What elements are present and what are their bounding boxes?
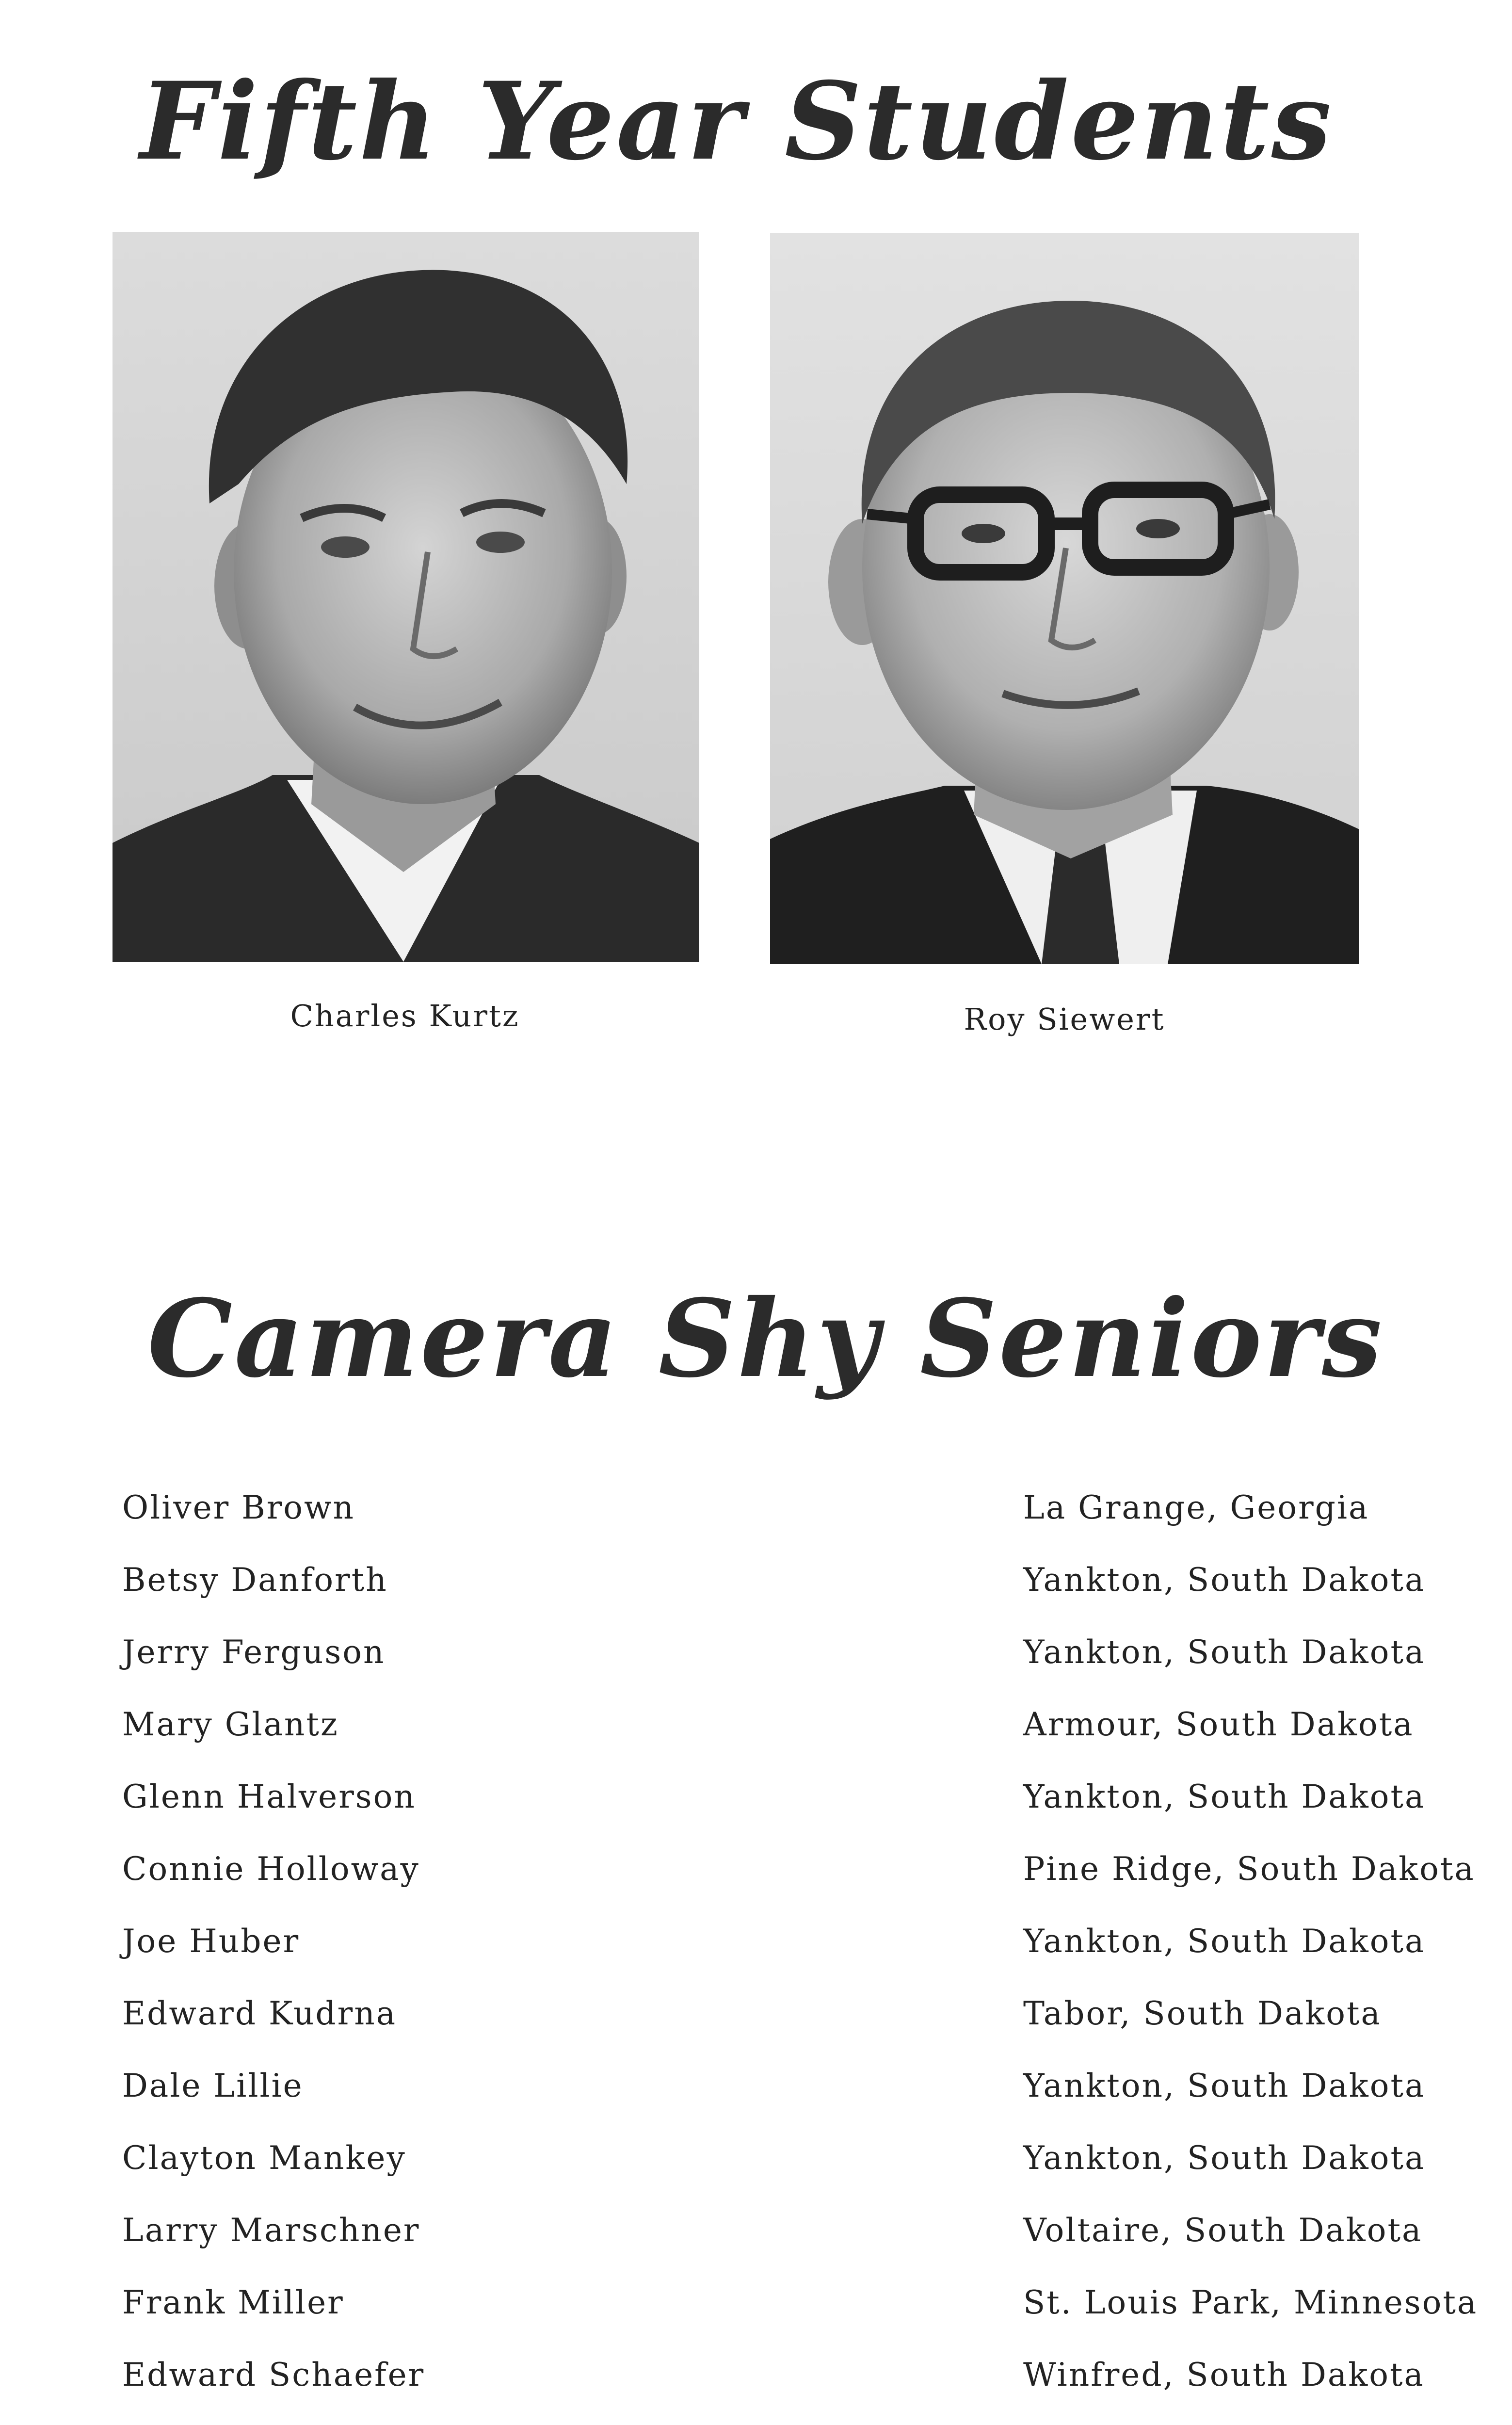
roster-row	[0, 2212, 1512, 2260]
roster-row	[0, 1923, 1512, 1971]
senior-name: Jerry Ferguson	[122, 1633, 386, 1671]
portrait-photo-kurtz	[113, 232, 699, 962]
senior-hometown: Yankton, South Dakota	[1023, 1561, 1426, 1599]
senior-name: Joe Huber	[122, 1923, 300, 1960]
senior-name: Edward Schaefer	[122, 2356, 425, 2393]
roster-row	[0, 1706, 1512, 1754]
fifth-year-heading: Fifth Year Students	[140, 58, 1334, 184]
senior-name: Glenn Halverson	[122, 1778, 416, 1815]
senior-hometown: Winfred, South Dakota	[1023, 2356, 1425, 2393]
roster-row	[0, 2284, 1512, 2332]
roster-row	[0, 1633, 1512, 1682]
senior-name: Clayton Mankey	[122, 2139, 406, 2177]
senior-name: Oliver Brown	[122, 1489, 355, 1526]
roster-row	[0, 1778, 1512, 1827]
senior-name: Edward Kudrna	[122, 1995, 397, 2032]
senior-hometown: Yankton, South Dakota	[1023, 1633, 1426, 1671]
senior-name: Betsy Danforth	[122, 1561, 388, 1599]
portrait-photo	[113, 232, 699, 962]
senior-name: Mary Glantz	[122, 1706, 339, 1743]
portrait-photo	[770, 233, 1359, 964]
senior-hometown: Voltaire, South Dakota	[1023, 2212, 1423, 2249]
portrait-caption: Charles Kurtz	[290, 998, 520, 1034]
roster-row	[0, 1561, 1512, 1610]
roster-row	[0, 2356, 1512, 2405]
camera-shy-heading: Camera Shy Seniors	[147, 1276, 1384, 1401]
senior-name: Frank Miller	[122, 2284, 344, 2321]
senior-hometown: Yankton, South Dakota	[1023, 1923, 1426, 1960]
roster-row	[0, 1489, 1512, 1537]
senior-hometown: La Grange, Georgia	[1023, 1489, 1369, 1526]
senior-name: Larry Marschner	[122, 2212, 420, 2249]
portrait-photo-siewert	[770, 233, 1359, 964]
roster-row	[0, 1850, 1512, 1899]
senior-hometown: Armour, South Dakota	[1023, 1706, 1414, 1743]
roster-row	[0, 1995, 1512, 2043]
senior-name: Connie Holloway	[122, 1850, 420, 1888]
senior-hometown: Yankton, South Dakota	[1023, 1778, 1426, 1815]
roster-row	[0, 2139, 1512, 2188]
senior-hometown: Yankton, South Dakota	[1023, 2139, 1426, 2177]
portrait-caption: Roy Siewert	[964, 1002, 1165, 1037]
roster-row	[0, 2067, 1512, 2116]
senior-hometown: St. Louis Park, Minnesota	[1023, 2284, 1478, 2321]
senior-hometown: Pine Ridge, South Dakota	[1023, 1850, 1475, 1888]
senior-hometown: Tabor, South Dakota	[1023, 1995, 1382, 2032]
senior-name: Dale Lillie	[122, 2067, 304, 2104]
senior-hometown: Yankton, South Dakota	[1023, 2067, 1426, 2104]
